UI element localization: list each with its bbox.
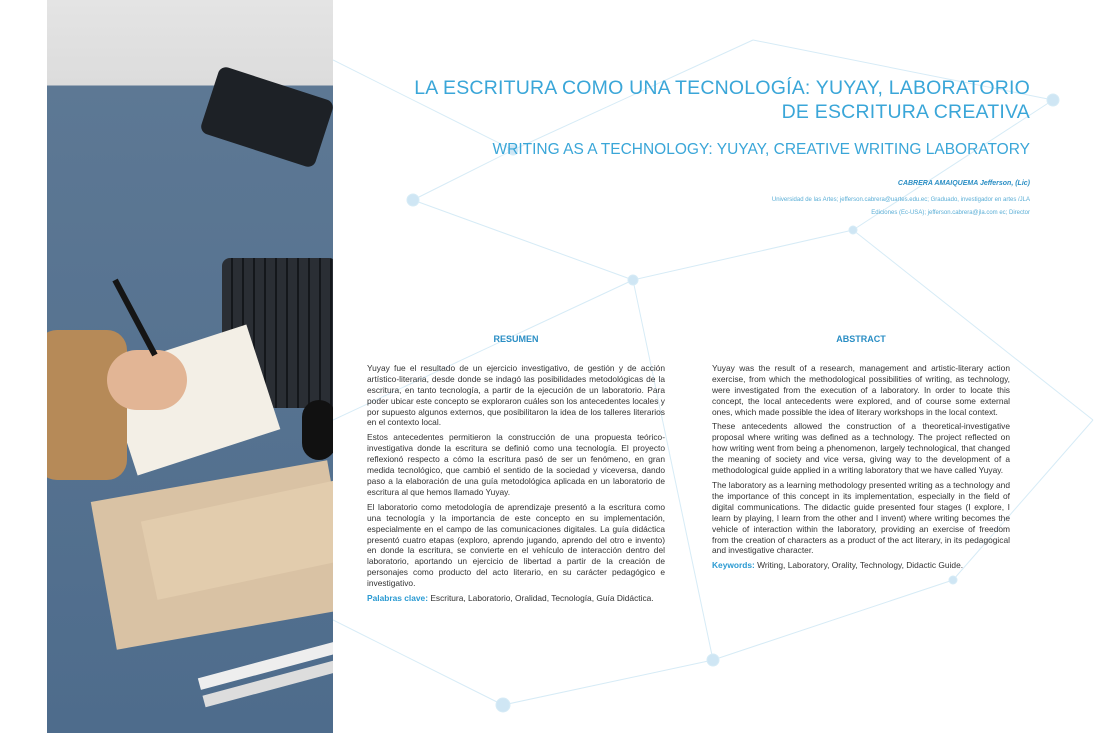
paragraph: El laboratorio como metodología de aprendizaje presentó a la escritura como una tecnología y la importancia de este concepto en su implementación, especialmente en el campo de las comunicaciones digitales. La guía didáctica presentó cuatro etapas (exploro, aprendo jugando, aprendo del otro e invento) en donde la escritura, se convierte en el vehículo de interacción dentro del laboratorio, aportando un ejercicio de libertad a partir de la creación de personajes como producto del acto literario, en su carácter pedagógico e investigativo. (367, 501, 665, 589)
resumen-heading: RESUMEN (493, 334, 539, 344)
keywords-label: Keywords: (712, 560, 755, 571)
pens-image (198, 642, 333, 690)
hand-image (107, 350, 187, 410)
cover-photo (47, 0, 333, 733)
keywords-text: Writing, Laboratory, Orality, Technology, Didactic Guide. (757, 560, 964, 571)
mouse-image (302, 400, 333, 460)
paragraph: Yuyay was the result of a research, management and artistic-literary action exercise, from which the methodological possibilities of writing, as technology, were investigated from the execution of a laboratory. In order to locate this concept, the local antecedents were explored, and of course some external ones, which made possible the idea of literary workshops in the local context. (712, 362, 1010, 417)
author: CABRERA AMAIQUEMA Jefferson, (Lic) (897, 180, 1030, 187)
abstract-column (712, 334, 1010, 575)
keywords (367, 593, 665, 604)
arm-image (47, 330, 127, 480)
resumen-column (367, 334, 665, 608)
keyboard-image (199, 65, 333, 169)
keywords-text: Escritura, Laboratorio, Oralidad, Tecnología, Guía Didáctica. (430, 593, 654, 604)
paragraph: The laboratory as a learning methodology presented writing as a technology and the importance of this concept in its implementation, especially in the field of digital communications. The didactic guide presented four stages (I explore, I learn by playing, I learn from the other and I invent) where writing becomes the vehicle of interaction within the laboratory, providing an exercise of freedom from the creation of characters as a product of the act literary, in its pedagogical and investigative character. (712, 479, 1010, 556)
affiliations (730, 196, 1030, 222)
article-page (333, 0, 1100, 733)
affiliation: Universidad de las Artes; jefferson.cabrera@uartes.edu.ec; Graduado, investigador en artes /JLA (771, 197, 1030, 203)
paragraph: Yuyay fue el resultado de un ejercicio investigativo, de gestión y de acción artístico-literaria, desde donde se indagó las posibilidades metodológicas de la escritura, en tanto tecnología, a partir de la ejecución de un laboratorio. Para poder ubicar este concepto se exploraron cuáles son los antecedentes locales y por supuesto algunos externos, que posibilitaron la idea de los talleres literarios en el contexto local. (367, 362, 665, 428)
keywords (712, 560, 1010, 571)
title-spanish: LA ESCRITURA COMO UNA TECNOLOGÍA: YUYAY, LABORATORIO DE ESCRITURA CREATIVA (414, 77, 1030, 123)
affiliation: Ediciones (Ec-USA); jefferson.cabrera@jla.com ec; Director (871, 210, 1030, 216)
paragraph: These antecedents allowed the construction of a theoretical-investigative proposal where writing was defined as a technology. The project reflected on how writing went from being a phenomenon, largely technological, that changed the meaning of society and vice versa, giving way to the development of a methodological guide applied in a writing laboratory that we have called Yuyay. (712, 421, 1010, 476)
title-english: WRITING AS A TECHNOLOGY: YUYAY, CREATIVE WRITING LABORATORY (492, 141, 1030, 158)
keywords-label: Palabras clave: (367, 593, 428, 604)
abstract-heading: ABSTRACT (836, 334, 886, 344)
paragraph: Estos antecedentes permitieron la construcción de una propuesta teórico-investigativa donde la escritura se definió como una tecnología. El proyecto reflexionó respecto a cómo la escritura pasó de ser un fenómeno, en gran medida tecnológico, que cambió el sentido de la sociedad y viceversa, dando paso a la elaboración de una guía metodológica aplicada en un laboratorio de escritura al que hemos llamado Yuyay. (367, 432, 665, 497)
